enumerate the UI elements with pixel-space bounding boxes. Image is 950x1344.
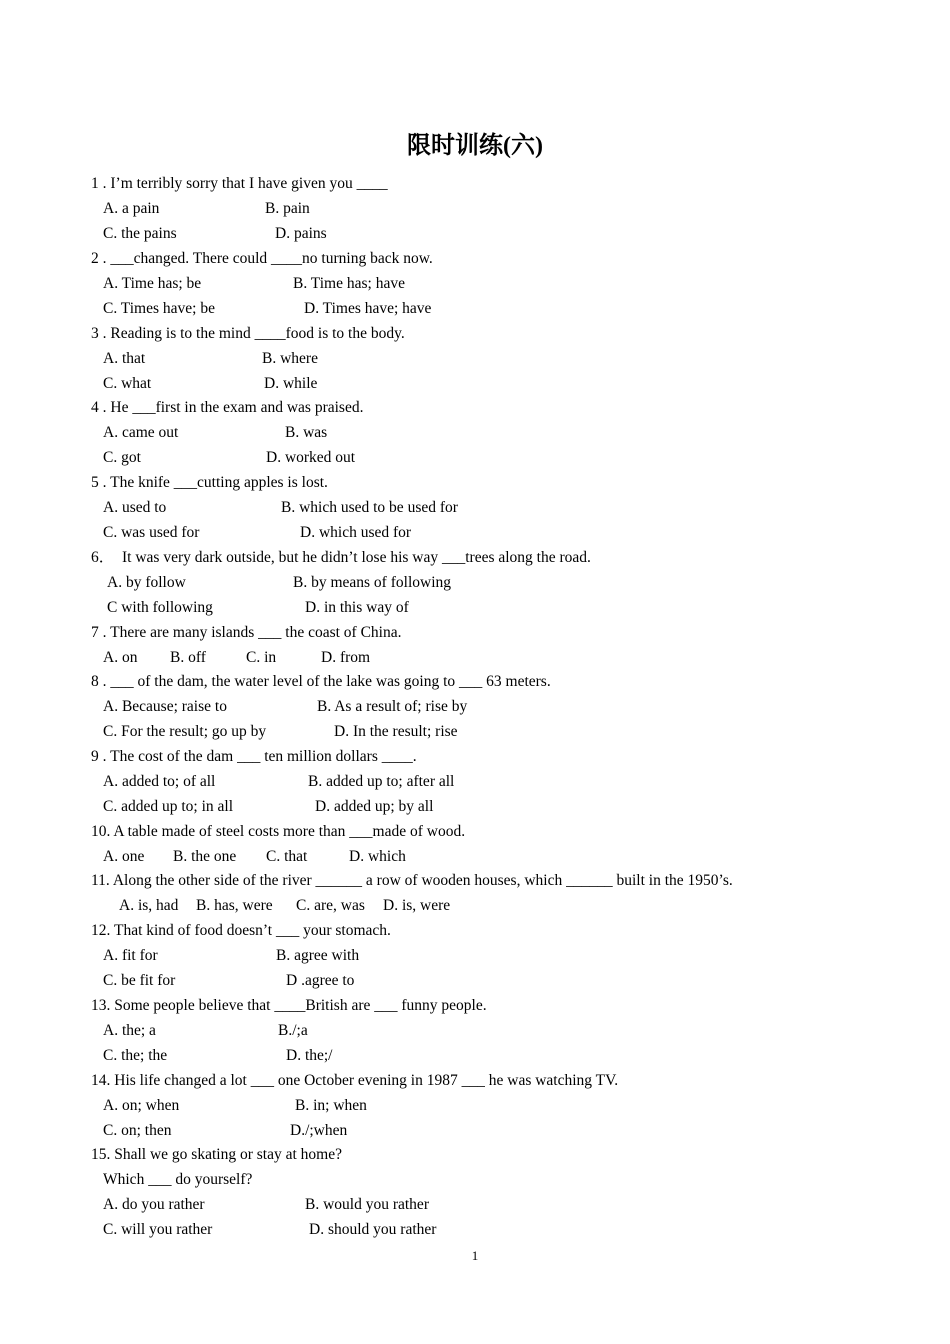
question-10: 10. A table made of steel costs more than ___made of wood. xyxy=(91,823,466,840)
option-11c: C. are, was xyxy=(296,897,365,914)
option-5b: B. which used to be used for xyxy=(281,499,458,516)
option-10c: C. that xyxy=(266,848,308,865)
option-2b: B. Time has; have xyxy=(293,275,405,292)
option-10d: D. which xyxy=(349,848,406,865)
option-15c: C. will you rather xyxy=(103,1221,213,1238)
option-15b: B. would you rather xyxy=(305,1196,429,1213)
option-13b: B./;a xyxy=(278,1022,308,1039)
option-3d: D. while xyxy=(264,375,318,392)
option-9b: B. added up to; after all xyxy=(308,773,455,790)
question-8: 8 . ___ of the dam, the water level of the lake was going to ___ 63 meters. xyxy=(91,673,551,690)
option-8d: D. In the result; rise xyxy=(334,723,458,740)
question-5: 5 . The knife ___cutting apples is lost. xyxy=(91,474,328,491)
option-13d: D. the;/ xyxy=(286,1047,333,1064)
option-2c: C. Times have; be xyxy=(103,300,215,317)
option-1d: D. pains xyxy=(275,225,327,242)
option-4a: A. came out xyxy=(103,424,179,441)
option-7c: C. in xyxy=(246,649,277,666)
option-3b: B. where xyxy=(262,350,318,367)
question-2: 2 . ___changed. There could ____no turning back now. xyxy=(91,250,433,267)
option-8c: C. For the result; go up by xyxy=(103,723,267,740)
option-14a: A. on; when xyxy=(103,1097,180,1114)
option-1a: A. a pain xyxy=(103,200,160,217)
option-7b: B. off xyxy=(170,649,206,666)
option-14d: D./;when xyxy=(290,1122,348,1139)
option-7a: A. on xyxy=(103,649,138,666)
question-4: 4 . He ___first in the exam and was praised. xyxy=(91,399,364,416)
option-9d: D. added up; by all xyxy=(315,798,434,815)
question-14: 14. His life changed a lot ___ one October evening in 1987 ___ he was watching TV. xyxy=(91,1072,619,1089)
option-12c: C. be fit for xyxy=(103,972,176,989)
option-4c: C. got xyxy=(103,449,141,466)
option-10b: B. the one xyxy=(173,848,237,865)
option-8b: B. As a result of; rise by xyxy=(317,698,468,715)
option-5d: D. which used for xyxy=(300,524,412,541)
option-1b: B. pain xyxy=(265,200,310,217)
question-3: 3 . Reading is to the mind ____food is to the body. xyxy=(91,325,405,342)
option-9a: A. added to; of all xyxy=(103,773,216,790)
option-6b: B. by means of following xyxy=(293,574,451,591)
option-5a: A. used to xyxy=(103,499,167,516)
question-6: 6． It was very dark outside, but he didn’t lose his way ___trees along the road. xyxy=(91,549,591,566)
option-14c: C. on; then xyxy=(103,1122,172,1139)
option-11a: A. is, had xyxy=(119,897,179,914)
option-1c: C. the pains xyxy=(103,225,177,242)
page-title: 限时训练(六) xyxy=(407,133,543,159)
option-6d: D. in this way of xyxy=(305,599,409,616)
option-5c: C. was used for xyxy=(103,524,200,541)
option-8a: A. Because; raise to xyxy=(103,698,227,715)
option-15d: D. should you rather xyxy=(309,1221,437,1238)
option-12b: B. agree with xyxy=(276,947,360,964)
option-13c: C. the; the xyxy=(103,1047,168,1064)
option-15a: A. do you rather xyxy=(103,1196,205,1213)
option-11d: D. is, were xyxy=(383,897,451,914)
option-14b: B. in; when xyxy=(295,1097,367,1114)
option-7d: D. from xyxy=(321,649,371,666)
option-3a: A. that xyxy=(103,350,146,367)
question-11: 11. Along the other side of the river ______ a row of wooden houses, which ______ built in the 1950’s. xyxy=(91,872,733,889)
question-13: 13. Some people believe that ____British are ___ funny people. xyxy=(91,997,487,1014)
option-4b: B. was xyxy=(285,424,328,441)
question-1: 1 . I’m terribly sorry that I have given you ____ xyxy=(91,175,388,192)
option-2a: A. Time has; be xyxy=(103,275,202,292)
option-3c: C. what xyxy=(103,375,152,392)
option-6a: A. by follow xyxy=(107,574,186,591)
option-9c: C. added up to; in all xyxy=(103,798,234,815)
question-15: 15. Shall we go skating or stay at home? xyxy=(91,1146,342,1163)
option-12a: A. fit for xyxy=(103,947,158,964)
option-12d: D .agree to xyxy=(286,972,355,989)
question-7: 7 . There are many islands ___ the coast of China. xyxy=(91,624,402,641)
page-number: 1 xyxy=(471,1248,479,1263)
question-15-line2: Which ___ do yourself? xyxy=(103,1171,253,1188)
option-13a: A. the; a xyxy=(103,1022,156,1039)
option-11b: B. has, were xyxy=(196,897,273,914)
question-12: 12. That kind of food doesn’t ___ your stomach. xyxy=(91,922,391,939)
option-4d: D. worked out xyxy=(266,449,356,466)
question-9: 9 . The cost of the dam ___ ten million dollars ____. xyxy=(91,748,417,765)
option-2d: D. Times have; have xyxy=(304,300,432,317)
option-6c: C with following xyxy=(107,599,213,616)
option-10a: A. one xyxy=(103,848,145,865)
